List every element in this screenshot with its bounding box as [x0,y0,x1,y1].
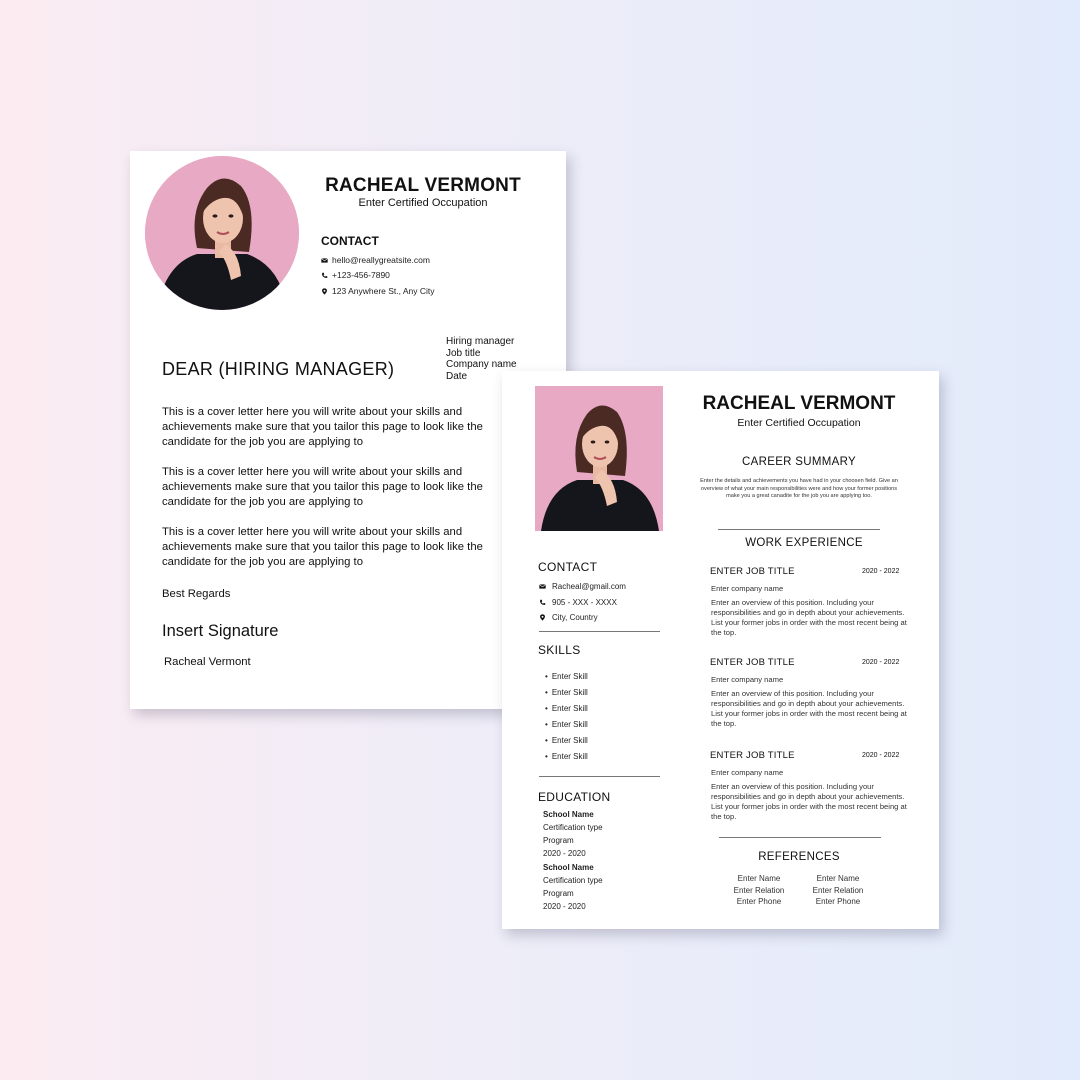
certification-type: Certification type [543,823,603,832]
references-heading: REFERENCES [758,851,840,863]
recipient-line: Date [446,370,468,382]
signature: Insert Signature [162,622,279,640]
job-dates: 2020 - 2022 [862,659,900,666]
school-name: School Name [543,863,594,872]
certification-type: Certification type [543,876,603,885]
job-dates: 2020 - 2022 [862,752,900,759]
career-summary-text: Enter the details and achievements you have had in your choosen field. Give an overview of what your main responsibilities were and how your former positions make you a great canadite for the job you are applying too. [700,478,898,499]
location-pin-icon [321,288,328,295]
contact-email: hello@reallygreatsite.com [321,255,430,265]
applicant-name: RACHEAL VERMONT [702,393,896,414]
reference-entry [803,873,873,908]
job-description: Enter an overview of this position. Including your responsibilities and go in depth about your achievements. List your former jobs in order with the most recent being at the top. [711,782,907,821]
skill-item: • Enter Skill [545,672,588,681]
reference-relation: Enter Relation [733,885,785,895]
contact-location: City, Country [539,613,598,622]
reference-relation: Enter Relation [812,885,864,895]
reference-phone: Enter Phone [815,897,861,906]
program: Program [543,836,574,845]
contact-address: 123 Anywhere St., Any City [321,286,435,296]
contact-heading: CONTACT [321,234,379,248]
job-dates: 2020 - 2022 [862,568,900,575]
job-description: Enter an overview of this position. Including your responsibilities and go in depth about your achievements. List your former jobs in order with the most recent being at the top. [711,689,907,728]
education-years: 2020 - 2020 [543,902,586,911]
recipient-line: Hiring manager [446,336,515,347]
skill-item: • Enter Skill [545,720,588,729]
job-title: ENTER JOB TITLE [710,566,795,577]
envelope-icon [539,583,546,590]
contact-email: Racheal@gmail.com [539,582,626,591]
job-title: ENTER JOB TITLE [710,750,795,761]
occupation: Enter Certified Occupation [737,417,861,429]
applicant-name: RACHEAL VERMONT [325,175,521,196]
recipient-line: Company name [446,359,517,370]
phone-icon [321,272,328,279]
divider [718,529,880,530]
reference-phone: Enter Phone [736,897,782,906]
recipient-line: Job title [446,347,481,359]
job-company: Enter company name [711,768,784,777]
contact-heading: CONTACT [538,560,598,574]
program: Program [543,889,574,898]
education-years: 2020 - 2020 [543,849,586,858]
job-title: ENTER JOB TITLE [710,657,795,668]
skills-heading: SKILLS [538,643,581,657]
envelope-icon [321,257,328,264]
career-summary-heading: CAREER SUMMARY [742,456,856,468]
closing: Best Regards [162,588,231,600]
profile-photo [145,156,299,310]
job-company: Enter company name [711,584,784,593]
skill-item: • Enter Skill [545,736,588,745]
resume-page [502,371,939,929]
signed-name: Racheal Vermont [164,656,251,668]
job-description: Enter an overview of this position. Including your responsibilities and go in depth about your achievements. List your former jobs in order with the most recent being at the top. [711,598,907,637]
salutation: DEAR (HIRING MANAGER) [162,359,395,379]
phone-icon [539,599,546,606]
skill-item: • Enter Skill [545,688,588,697]
divider [539,776,660,777]
letter-paragraph: This is a cover letter here you will write about your skills and achievements make sure that you tailor this page to look like the candidate for the job you are applying to [162,406,483,448]
reference-name: Enter Name [737,874,781,883]
work-experience-heading: WORK EXPERIENCE [745,537,863,549]
school-name: School Name [543,810,594,819]
divider [719,837,881,838]
education-heading: EDUCATION [538,790,611,804]
job-company: Enter company name [711,675,784,684]
divider [539,631,660,632]
reference-name: Enter Name [816,874,860,883]
occupation: Enter Certified Occupation [358,197,488,209]
skill-item: • Enter Skill [545,704,588,713]
location-pin-icon [539,614,546,621]
reference-entry [724,873,794,908]
letter-paragraph: This is a cover letter here you will write about your skills and achievements make sure that you tailor this page to look like the candidate for the job you are applying to [162,466,483,508]
contact-phone: 905 - XXX - XXXX [539,598,617,607]
profile-photo [535,386,663,531]
portrait-illustration [535,386,663,531]
cover-letter-page [130,151,566,709]
contact-phone: +123-456-7890 [321,270,390,280]
letter-paragraph: This is a cover letter here you will write about your skills and achievements make sure that you tailor this page to look like the candidate for the job you are applying to [162,526,483,568]
portrait-illustration [145,156,299,310]
skill-item: • Enter Skill [545,752,588,761]
